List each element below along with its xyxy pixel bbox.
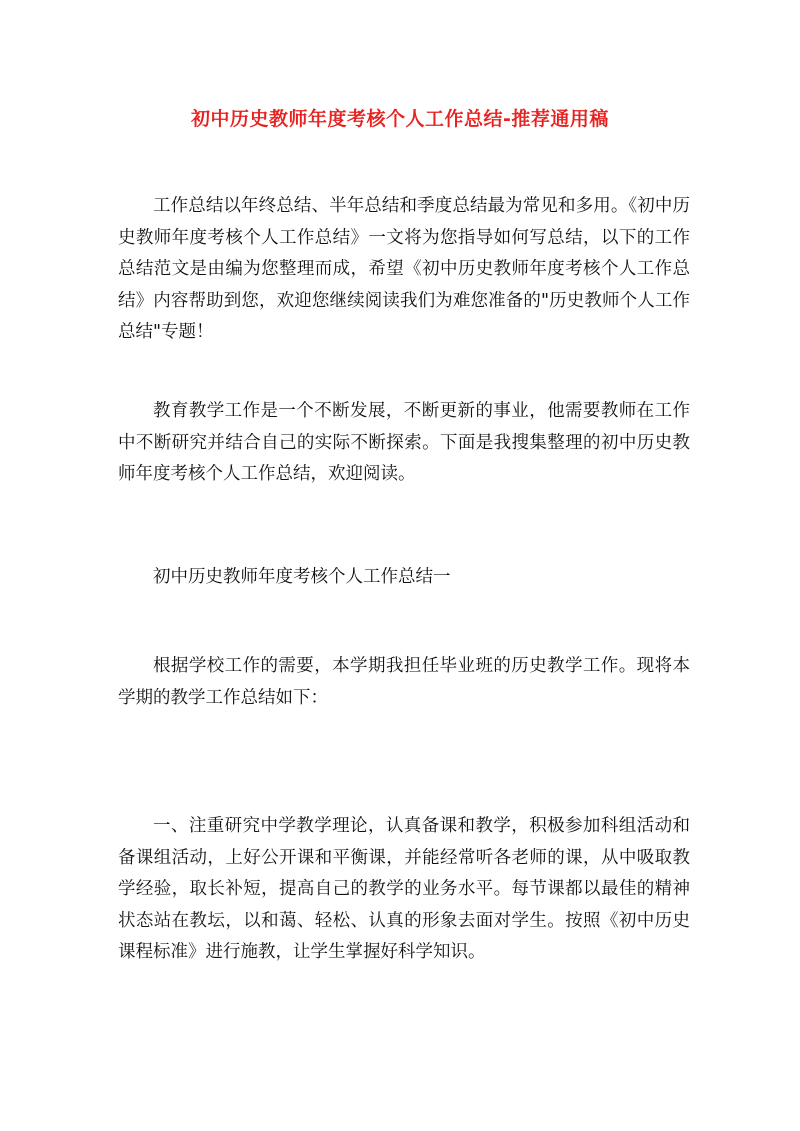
section-heading: 初中历史教师年度考核个人工作总结一	[153, 567, 451, 587]
intro-paragraph-2: 教育教学工作是一个不断发展，不断更新的事业，他需要教师在工作中不断研究并结合自己的实际不断探索。下面是我搜集整理的初中历史教师年度考核个人工作总结，欢迎阅读。	[118, 401, 690, 484]
section-paragraph: 根据学校工作的需要，本学期我担任毕业班的历史教学工作。现将本学期的教学工作总结如下：	[118, 656, 690, 708]
page-title: 初中历史教师年度考核个人工作总结-推荐通用稿	[191, 108, 609, 130]
section-paragraph-2: 一、注重研究中学教学理论，认真备课和教学，积极参加科组活动和备课组活动，上好公开课和平衡课，并能经常听各老师的课，从中吸取教学经验，取长补短，提高自己的教学的业务水平。每节课都以最佳的精神状态站在教坛，以和蔼、轻松、认真的形象去面对学生。按照《初中历史课程标准》进行施教，让学生掌握好科学知识。	[118, 816, 690, 962]
intro-paragraph: 工作总结以年终总结、半年总结和季度总结最为常见和多用。《初中历史教师年度考核个人工作总结》一文将为您指导如何写总结，以下的工作总结范文是由编为您整理而成，希望《初中历史教师年度考核个人工作总结》内容帮助到您，欢迎您继续阅读我们为难您准备的"历史教师个人工作总结"专题！	[118, 196, 690, 342]
